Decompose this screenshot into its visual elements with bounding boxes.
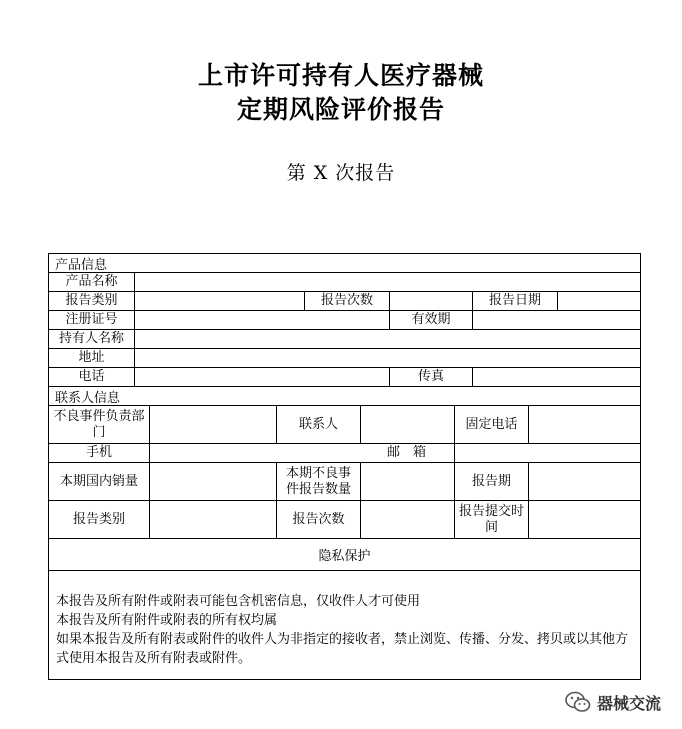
notice-line-1: 本报告及所有附件或附表可能包含机密信息，仅收件人才可使用 — [56, 594, 421, 609]
contact-person-label: 联系人 — [276, 406, 360, 443]
report-count2-label: 报告次数 — [276, 501, 360, 538]
wechat-icon — [565, 691, 591, 713]
report-subtitle: 第 X 次报告 — [286, 162, 396, 184]
phone-label: 电话 — [78, 369, 105, 384]
domestic-sales-field[interactable] — [149, 463, 276, 500]
validity-field[interactable] — [472, 311, 640, 329]
address-field[interactable] — [134, 349, 640, 367]
report-title-line1: 上市许可持有人医疗器械 — [197, 61, 484, 90]
notice-line-3: 如果本报告及所有附表或附件的收件人为非指定的接收者，禁止浏览、传播、分发、拷贝或以其他方式使用本报告及所有附表或附件。 — [56, 632, 629, 666]
product-section-label: 产品信息 — [55, 257, 108, 273]
address-row — [49, 349, 640, 368]
landline-field[interactable] — [528, 406, 640, 443]
holder-name-row — [49, 330, 640, 349]
landline-label: 固定电话 — [454, 406, 528, 443]
report-date-field[interactable] — [557, 292, 640, 310]
holder-name-label: 持有人名称 — [58, 331, 124, 346]
holder-name-field[interactable] — [134, 330, 640, 348]
fax-label: 传真 — [389, 368, 472, 386]
domestic-sales-label: 本期国内销量 — [59, 473, 138, 489]
contact-section-label: 联系人信息 — [55, 390, 121, 406]
adverse-dept-row — [49, 406, 640, 444]
adverse-dept-field[interactable] — [149, 406, 276, 443]
report-period-field[interactable] — [528, 463, 640, 500]
phone-field[interactable] — [134, 368, 389, 386]
postcode-field[interactable] — [454, 444, 640, 462]
product-name-row — [49, 273, 640, 292]
adverse-count-field[interactable] — [360, 463, 454, 500]
privacy-row — [49, 539, 640, 571]
report-category-field[interactable] — [134, 292, 304, 310]
product-name-label: 产品名称 — [65, 274, 118, 289]
report-period-label: 报告期 — [454, 463, 528, 500]
notice-line-2: 本报告及所有附件或附表的所有权均属 — [56, 613, 278, 628]
submission-row — [49, 501, 640, 539]
privacy-heading: 隐私保护 — [318, 549, 371, 564]
privacy-notice — [56, 592, 635, 668]
report-category2-field[interactable] — [149, 501, 276, 538]
contact-person-field[interactable] — [360, 406, 454, 443]
report-title-line2: 定期风险评价报告 — [236, 95, 445, 124]
report-count-field[interactable] — [389, 292, 472, 310]
contact-section-row — [49, 387, 640, 406]
adverse-count-label: 本期不良事件报告数量 — [276, 463, 360, 500]
product-section-row — [49, 254, 640, 273]
registration-no-field[interactable] — [134, 311, 389, 329]
report-form — [48, 253, 641, 680]
mobile-field[interactable] — [149, 444, 359, 462]
phone-row — [49, 368, 640, 387]
submit-time-label: 报告提交时间 — [454, 501, 528, 538]
report-count-label: 报告次数 — [304, 292, 389, 310]
product-name-field[interactable] — [134, 273, 640, 291]
sales-row — [49, 463, 640, 501]
watermark-text: 器械交流 — [597, 693, 662, 713]
report-info-row — [49, 292, 640, 311]
validity-label: 有效期 — [389, 311, 472, 329]
adverse-dept-label: 不良事件负责部门 — [53, 408, 145, 440]
fax-field[interactable] — [472, 368, 640, 386]
submit-time-field[interactable] — [528, 501, 640, 538]
report-count2-field[interactable] — [360, 501, 454, 538]
report-date-label: 报告日期 — [472, 292, 557, 310]
mobile-label: 手机 — [85, 445, 112, 460]
mobile-row — [49, 444, 640, 463]
registration-no-label: 注册证号 — [65, 312, 118, 327]
watermark — [565, 690, 661, 714]
registration-row — [49, 311, 640, 330]
address-label: 地址 — [78, 350, 105, 365]
report-category2-label: 报告类别 — [72, 511, 125, 527]
report-category-label: 报告类别 — [65, 293, 118, 308]
postcode-label: 邮 箱 — [386, 445, 426, 460]
